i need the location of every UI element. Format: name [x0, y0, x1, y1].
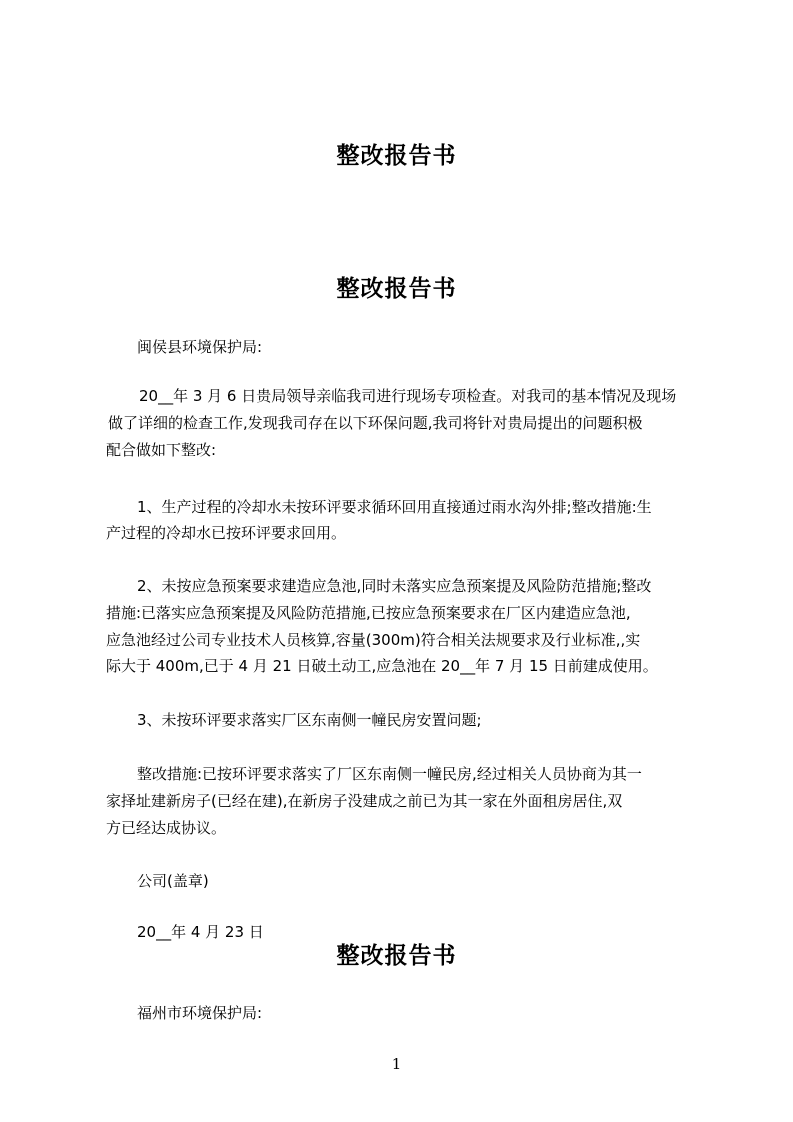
salutation: 闽侯县环境保护局:: [137, 338, 263, 356]
report-date: 20__年 4 月 23 日: [137, 923, 264, 941]
item-2-line-4: 际大于 400m,已于 4 月 21 日破土动工,应急池在 20__年 7 月 15 日前建成使用。: [106, 657, 658, 675]
section-title: 整改报告书: [336, 276, 457, 302]
item-2-line-3: 应急池经过公司专业技术人员核算,容量(300m)符合相关法规要求及行业标准,,实: [106, 631, 641, 649]
item-2-line-1: 2、未按应急预案要求建造应急池,同时未落实应急预案提及风险防范措施;整改: [137, 577, 652, 595]
page-number: 1: [391, 1055, 402, 1073]
item-2-line-2: 措施:已落实应急预案提及风险防范措施,已按应急预案要求在厂区内建造应急池,: [106, 604, 631, 622]
intro-line-2: 做了详细的检查工作,发现我司存在以下环保问题,我司将针对贵局提出的问题积极: [108, 414, 643, 432]
intro-line-1: 20__年 3 月 6 日贵局领导亲临我司进行现场专项检查。对我司的基本情况及现场: [139, 387, 677, 405]
salutation-2: 福州市环境保护局:: [137, 1004, 263, 1022]
measure-3-line-2: 家择址建新房子(已经在建),在新房子没建成之前已为其一家在外面租房居住,双: [106, 792, 623, 810]
measure-3-line-3: 方已经达成协议。: [106, 819, 227, 837]
item-1-line-1: 1、生产过程的冷却水未按环评要求循环回用直接通过雨水沟外排;整改措施:生: [137, 498, 652, 516]
item-3: 3、未按环评要求落实厂区东南侧一幢民房安置问题;: [137, 711, 482, 729]
intro-line-3: 配合做如下整改:: [106, 441, 217, 459]
section-title-2: 整改报告书: [336, 943, 457, 969]
company-seal: 公司(盖章): [137, 872, 209, 890]
document-title: 整改报告书: [336, 143, 457, 169]
measure-3-line-1: 整改措施:已按环评要求落实了厂区东南侧一幢民房,经过相关人员协商为其一: [137, 765, 642, 783]
item-1-line-2: 产过程的冷却水已按环评要求回用。: [106, 524, 347, 542]
